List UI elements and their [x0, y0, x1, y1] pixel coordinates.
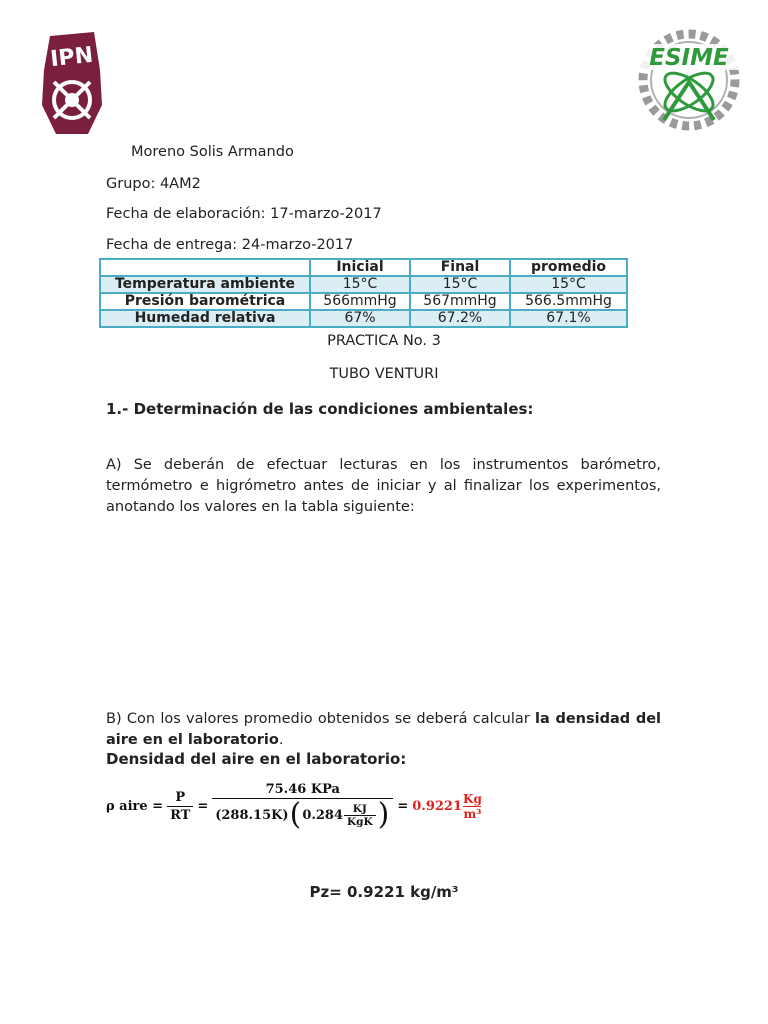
table-cell: 67.1%	[510, 310, 627, 327]
paragraph-b	[106, 709, 661, 751]
formula-rt: RT	[167, 806, 193, 823]
formula-temp: (288.15K)	[215, 807, 289, 823]
practice-title: PRACTICA No. 3	[327, 333, 441, 349]
density-heading: Densidad del aire en el laboratorio:	[106, 750, 407, 768]
esime-logo	[634, 22, 744, 132]
p-over-rt	[167, 790, 193, 823]
row-label: Temperatura ambiente	[100, 276, 310, 293]
formula-kg: Kg	[463, 791, 482, 806]
formula-equals-2: =	[397, 798, 409, 814]
esime-logo-text: ESIME	[649, 45, 729, 71]
table-cell: 15°C	[310, 276, 410, 293]
table-row	[100, 276, 627, 293]
left-paren: (	[289, 797, 302, 832]
conditions-table	[99, 258, 628, 328]
author-name: Moreno Solis Armando	[131, 144, 294, 160]
table-header-cell: promedio	[510, 259, 627, 276]
table-cell: 15°C	[410, 276, 510, 293]
group-line: Grupo: 4AM2	[106, 176, 201, 192]
table-header-cell	[100, 259, 310, 276]
table-cell: 15°C	[510, 276, 627, 293]
row-label: Humedad relativa	[100, 310, 310, 327]
formula-result: 0.9221	[412, 798, 463, 814]
table-header-cell: Inicial	[310, 259, 410, 276]
formula-kgk: KgK	[344, 815, 376, 828]
kg-per-m3	[463, 792, 482, 821]
table-cell: 67.2%	[410, 310, 510, 327]
result-line: Pz= 0.9221 kg/m³	[309, 883, 459, 901]
table-row	[100, 310, 627, 327]
formula-r-value: 0.284	[302, 807, 344, 823]
due-date-line: Fecha de entrega: 24-marzo-2017	[106, 237, 354, 253]
ipn-logo-text: IPN	[49, 42, 95, 73]
ipn-logo	[36, 30, 108, 140]
value-fraction	[212, 782, 393, 830]
density-formula	[106, 776, 483, 836]
table-cell: 67%	[310, 310, 410, 327]
paragraph-b-end: .	[278, 732, 284, 748]
made-date-line: Fecha de elaboración: 17-marzo-2017	[106, 206, 382, 222]
formula-lhs: ρ aire =	[106, 798, 164, 814]
paragraph-b-text: B) Con los valores promedio obtenidos se deberá calcular	[106, 711, 535, 727]
formula-m3: m³	[463, 806, 482, 821]
section-heading: 1.- Determinación de las condiciones ambientales:	[106, 400, 534, 418]
right-paren: )	[377, 797, 390, 832]
row-label: Presión barométrica	[100, 293, 310, 310]
formula-numerator: 75.46 KPa	[265, 782, 340, 797]
table-header-row	[100, 259, 627, 276]
table-cell: 566.5mmHg	[510, 293, 627, 310]
table-cell: 567mmHg	[410, 293, 510, 310]
kj-per-kgk	[344, 803, 376, 828]
formula-kj: KJ	[352, 802, 367, 815]
table-cell: 566mmHg	[310, 293, 410, 310]
paragraph-a: A) Se deberán de efectuar lecturas en los instrumentos barómetro, termómetro e higrómetro antes de iniciar y al finalizar los experimentos, anotando los valores en la tabla siguiente:	[106, 457, 661, 515]
paragraph-b-bold: la densidad del aire en el laboratorio	[106, 711, 662, 748]
formula-equals: =	[197, 798, 209, 814]
table-header-cell: Final	[410, 259, 510, 276]
formula-denominator	[212, 798, 393, 830]
practice-subtitle: TUBO VENTURI	[329, 366, 439, 382]
formula-p: P	[175, 789, 186, 805]
table-row	[100, 293, 627, 310]
